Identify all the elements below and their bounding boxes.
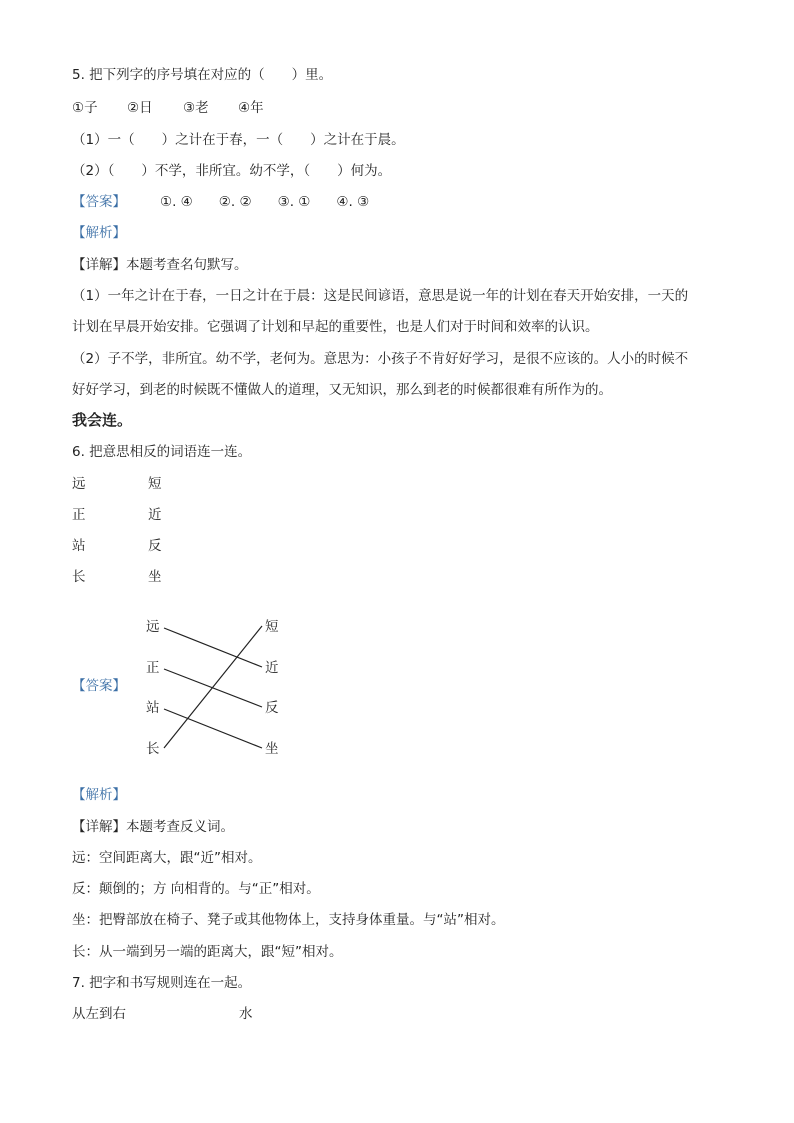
q6-exp-4: 长：从一端到另一端的距离大，跟“短”相对。 xyxy=(72,944,343,960)
answer-tag: 【答案】 xyxy=(72,194,126,210)
q6-right-word-1: 短 xyxy=(148,476,162,492)
link-zhan-zuo xyxy=(164,709,262,748)
q5-exp2-line-a: （2）子不学，非所宜。幼不学，老何为。意思为：小孩子不肯好好学习，是很不应该的。人小的时候不 xyxy=(72,351,689,367)
q5-exp2-line-b: 好好学习，到老的时候既不懂做人的道理，又无知识，那么到老的时候都很难有所作为的。 xyxy=(72,382,612,398)
answer-4: ④. ③ xyxy=(336,194,370,210)
q6-exp-2: 反：颠倒的；方 向相背的。与“正”相对。 xyxy=(72,881,320,897)
diagram-left-3: 站 xyxy=(146,700,160,716)
q6-exp-1: 远：空间距离大，跟“近”相对。 xyxy=(72,850,262,866)
detail-tag: 【详解】 xyxy=(72,819,126,835)
q5-item-1: （1）一（ ）之计在于春，一（ ）之计在于晨。 xyxy=(72,132,405,148)
detail-text: 本题考查反义词。 xyxy=(126,819,234,835)
diagram-right-2: 近 xyxy=(265,660,279,676)
q6-exp-3: 坐：把臀部放在椅子、凳子或其他物体上，支持身体重量。与“站”相对。 xyxy=(72,912,505,928)
answer-1: ①. ④ xyxy=(160,194,193,210)
answer-2: ②. ② xyxy=(218,194,252,210)
answer-3: ③. ① xyxy=(277,194,311,210)
q6-left-word-3: 站 xyxy=(72,538,86,554)
diagram-right-4: 坐 xyxy=(265,741,279,757)
q6-detail xyxy=(72,818,234,836)
diagram-left-4: 长 xyxy=(146,741,160,757)
option-4: ④年 xyxy=(238,100,264,116)
link-chang-duan xyxy=(164,626,262,748)
q5-item-2: （2）（ ）不学，非所宜。幼不学，（ ）何为。 xyxy=(72,163,392,179)
link-zheng-fan xyxy=(164,669,262,707)
option-2: ②日 xyxy=(127,100,153,116)
q5-exp1-line-a: （1）一年之计在于春，一日之计在于晨：这是民间谚语，意思是说一年的计划在春天开始安排，一天的 xyxy=(72,288,689,304)
q6-left-word-1: 远 xyxy=(72,476,86,492)
q5-stem: 5. 把下列字的序号填在对应的（ ）里。 xyxy=(72,67,333,83)
q6-analysis-tag: 【解析】 xyxy=(72,787,126,803)
option-3: ③老 xyxy=(183,100,209,116)
q5-analysis-tag: 【解析】 xyxy=(72,225,126,241)
q5-exp1-line-b: 计划在早晨开始安排。它强调了计划和早起的重要性，也是人们对于时间和效率的认识。 xyxy=(72,319,599,335)
option-1: ①子 xyxy=(72,100,98,116)
q6-stem: 6. 把意思相反的词语连一连。 xyxy=(72,444,252,460)
diagram-right-1: 短 xyxy=(265,619,279,635)
q6-right-word-3: 反 xyxy=(148,538,162,554)
q7-stem: 7. 把字和书写规则连在一起。 xyxy=(72,975,252,991)
q6-answer-tag: 【答案】 xyxy=(72,678,126,694)
q6-right-word-4: 坐 xyxy=(148,569,162,585)
q6-left-word-2: 正 xyxy=(72,507,86,523)
detail-text: 本题考查名句默写。 xyxy=(126,257,248,273)
q6-right-word-2: 近 xyxy=(148,507,162,523)
q6-left-word-4: 长 xyxy=(72,569,86,585)
diagram-left-2: 正 xyxy=(146,660,160,676)
diagram-right-3: 反 xyxy=(265,700,279,716)
diagram-left-1: 远 xyxy=(146,619,160,635)
section-title: 我会连。 xyxy=(72,411,133,429)
detail-tag: 【详解】 xyxy=(72,257,126,273)
q7-left-word-1: 从左到右 xyxy=(72,1006,126,1022)
link-yuan-jin xyxy=(164,628,262,667)
q7-right-word-1: 水 xyxy=(239,1006,253,1022)
